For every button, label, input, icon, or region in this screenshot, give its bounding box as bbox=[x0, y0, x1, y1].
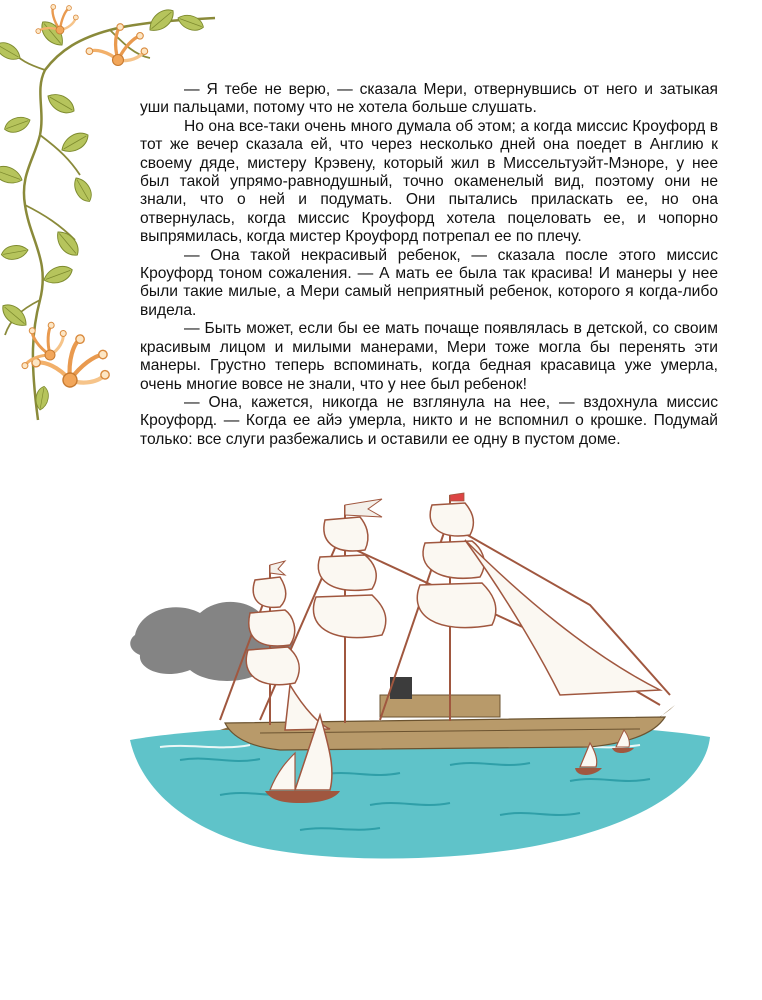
flag bbox=[345, 499, 382, 517]
paragraph: — Она, кажется, никогда не взглянула на нее, — вздохнула миссис Кроуфорд. — Когда ее айэ умерла, никто и не вспомнил о крошке. Подумай только: все слуги разбежались и оставили ее одну в пустом доме. bbox=[140, 393, 718, 448]
steamship-illustration bbox=[120, 485, 720, 880]
body-text bbox=[140, 81, 718, 449]
paragraph: — Она такой некрасивый ребенок, — сказала после этого миссис Кроуфорд тоном сожаления. — А мать ее была так красива! И манеры у нее были такие милые, а Мери самый неприятный ребенок, которого я когда-либо видела. bbox=[140, 246, 718, 319]
paragraph: — Быть может, если бы ее мать почаще появлялась в детской, со своим красивым лицом и милыми манерами, Мери тоже могла бы перенять эти манеры. Грустно теперь вспоминать, когда бедная красавица уже умерла, очень многие вовсе не знали, что у нее был ребенок! bbox=[140, 320, 718, 393]
flag bbox=[270, 561, 285, 575]
paragraph: — Я тебе не верю, — сказала Мери, отвернувшись от него и затыкая уши пальцами, потому что не хотела больше слушать. bbox=[140, 81, 718, 117]
paragraph: Но она все-таки очень много думала об этом; а когда миссис Кроуфорд в тот же вечер сказала ей, что через несколько дней она поедет в Англию к своему дяде, мистеру Крэвену, который жил в Миссельтуэйт-Мэноре, у нее был такой упрямо-равнодушный, точно окаменелый вид, поэтому они не знали, что о ней и подумать. Они пытались приласкать ее, но она отвернулась, когда миссис Кроуфорд хотела поцеловать ее, и чопорно выпрямилась, когда мистер Кроуфорд потрепал ее по плечу. bbox=[140, 117, 718, 246]
flag bbox=[450, 493, 464, 501]
